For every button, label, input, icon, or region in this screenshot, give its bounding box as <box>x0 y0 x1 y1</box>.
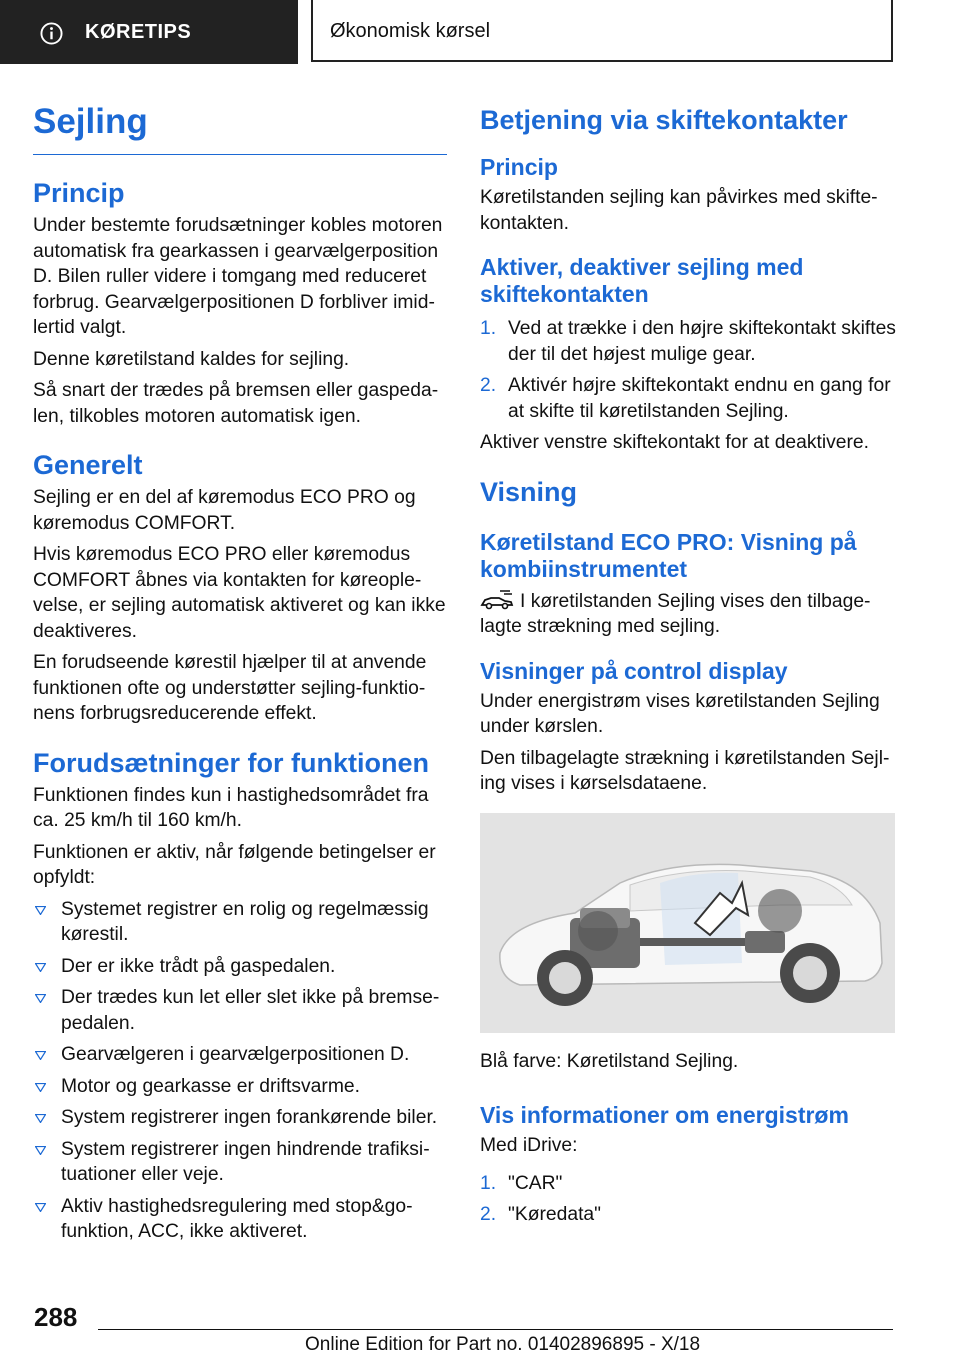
aktiver-heading: Aktiver, deaktiver sejling med skiftekontakten <box>480 254 804 307</box>
list-item-text: System registrerer ingen forankørende biler. <box>61 1107 438 1128</box>
eco-pro-heading: Køretilstand ECO PRO: Visning på kombiinstrumentet <box>480 528 857 582</box>
control-display-paragraph-2: Den tilbagelagte strækning i køretilstanden Sejling vises i kørselsdataene. <box>480 747 890 794</box>
list-item-text: Der trædes kun let eller slet ikke på bremsepedalen. <box>61 987 440 1034</box>
triangle-bullet-icon <box>35 963 46 972</box>
page-title: Økonomisk kørsel <box>330 20 491 42</box>
list-item <box>33 1105 447 1131</box>
list-item <box>480 316 896 367</box>
list-item-text: Gearvælgeren i gearvælgerpositionen D. <box>61 1044 410 1065</box>
forudsaetninger-paragraph-2: Funktionen er aktiv, når følgende betingelser er opfyldt: <box>33 841 436 888</box>
energistrom-steps <box>480 1171 896 1228</box>
generelt-paragraph-3: En forudseende kørestil hjælper til at anvende funktionen ofte og understøtter sejling-funktionens forbrugsreducerende effekt. <box>33 652 427 724</box>
step-number: 1. <box>480 318 497 339</box>
betjening-title: Betjening via skiftekontakter <box>480 105 848 135</box>
section-tab <box>0 0 298 64</box>
main-title: Sejling <box>33 98 447 155</box>
figure-caption: Blå farve: Køretilstand Sejling. <box>480 1050 739 1072</box>
list-item <box>33 1042 447 1068</box>
list-item <box>33 985 447 1036</box>
step-number: 2. <box>480 375 497 396</box>
eco-pro-text-content: I køretilstanden Sejling vises den tilbagelagte strækning med sejling. <box>480 590 871 637</box>
triangle-bullet-icon <box>35 1203 46 1212</box>
control-display-paragraph-1: Under energistrøm vises køretilstanden Sejling under kørslen. <box>480 690 880 737</box>
princip-paragraph-3: Så snart der trædes på bremsen eller gaspedalen, tilkobles motoren automatisk igen. <box>33 380 439 427</box>
list-item <box>33 897 447 948</box>
list-item <box>33 954 447 980</box>
betjening-princip-text: Køretilstanden sejling kan påvirkes med skiftekontakten. <box>480 187 878 234</box>
triangle-bullet-icon <box>35 906 46 915</box>
car-drivetrain-illustration <box>480 813 895 1033</box>
generelt-paragraph-1: Sejling er en del af køremodus ECO PRO og køremodus COMFORT. <box>33 487 416 534</box>
step-number: 1. <box>480 1172 497 1194</box>
energistrom-heading: Vis informationer om energistrøm <box>480 1102 849 1128</box>
list-item <box>33 1194 447 1245</box>
aktiver-steps <box>480 316 896 424</box>
list-item-text: System registrerer ingen hindrende trafiksituationer eller veje. <box>61 1138 430 1185</box>
eco-pro-text <box>480 589 896 640</box>
list-item-text: Systemet registrer en rolig og regelmæssig kørestil. <box>61 898 429 945</box>
visning-heading: Visning <box>480 476 578 507</box>
list-item-text: Der er ikke trådt på gaspedalen. <box>61 955 336 977</box>
step-number: 2. <box>480 1204 497 1225</box>
triangle-bullet-icon <box>35 1146 46 1155</box>
triangle-bullet-icon <box>35 1083 46 1092</box>
triangle-bullet-icon <box>35 1114 46 1123</box>
list-item <box>480 373 896 424</box>
page-title-tab <box>311 0 893 62</box>
forudsaetninger-heading: Forudsætninger for funktionen <box>33 747 429 778</box>
princip-heading: Princip <box>33 178 125 208</box>
triangle-bullet-icon <box>35 994 46 1003</box>
footer-divider <box>98 1329 893 1330</box>
page-number: 288 <box>34 1302 78 1332</box>
car-illustration <box>480 813 895 1033</box>
list-item <box>480 1171 896 1197</box>
princip-paragraph-1: Under bestemte forudsætninger kobles motoren automatisk fra gearkassen i gearvælgerposition D. Bilen ruller videre i tomgang med reduceret forbrug. Gearvælgerpositionen D forbliver imidlertid valgt. <box>33 215 443 338</box>
sailing-car-icon <box>480 589 514 611</box>
list-item <box>33 1074 447 1100</box>
step-text: "Køredata" <box>508 1204 601 1225</box>
info-icon <box>40 22 63 45</box>
generelt-paragraph-2: Hvis køremodus ECO PRO eller køremodus COMFORT åbnes via kontakten for køreoplevelse, er sejling automatisk aktiveret og kan ikke deaktiveres. <box>33 544 446 642</box>
footer-edition: Online Edition for Part no. 01402896895 - X/18 <box>305 1334 701 1355</box>
section-label: KØRETIPS <box>85 21 192 43</box>
forudsaetninger-paragraph-1: Funktionen findes kun i hastighedsområdet fra ca. 25 km/h til 160 km/h. <box>33 784 429 831</box>
right-column <box>480 98 896 1228</box>
betjening-princip-heading: Princip <box>480 154 558 180</box>
deaktiver-text: Aktiver venstre skiftekontakt for at deaktivere. <box>480 432 870 453</box>
step-text: Ved at trække i den højre skiftekontakt skiftes der til det højest mulige gear. <box>508 318 896 365</box>
step-text: Aktivér højre skiftekontakt endnu en gang for at skifte til køretilstanden Sejling. <box>508 375 891 422</box>
list-item-text: Motor og gearkasse er driftsvarme. <box>61 1075 360 1097</box>
page-header <box>0 0 960 66</box>
energistrom-intro: Med iDrive: <box>480 1135 578 1156</box>
triangle-bullet-icon <box>35 1051 46 1060</box>
step-text: "CAR" <box>508 1172 563 1194</box>
generelt-heading: Generelt <box>33 450 143 480</box>
control-display-heading: Visninger på control display <box>480 657 788 684</box>
list-item <box>480 1202 896 1228</box>
conditions-list <box>33 897 447 1245</box>
list-item-text: Aktiv hastighedsregulering med stop&go-funktion, ACC, ikke aktiveret. <box>61 1195 413 1242</box>
princip-paragraph-2: Denne køretilstand kaldes for sejling. <box>33 348 350 370</box>
list-item <box>33 1137 447 1188</box>
left-column <box>33 98 447 1245</box>
